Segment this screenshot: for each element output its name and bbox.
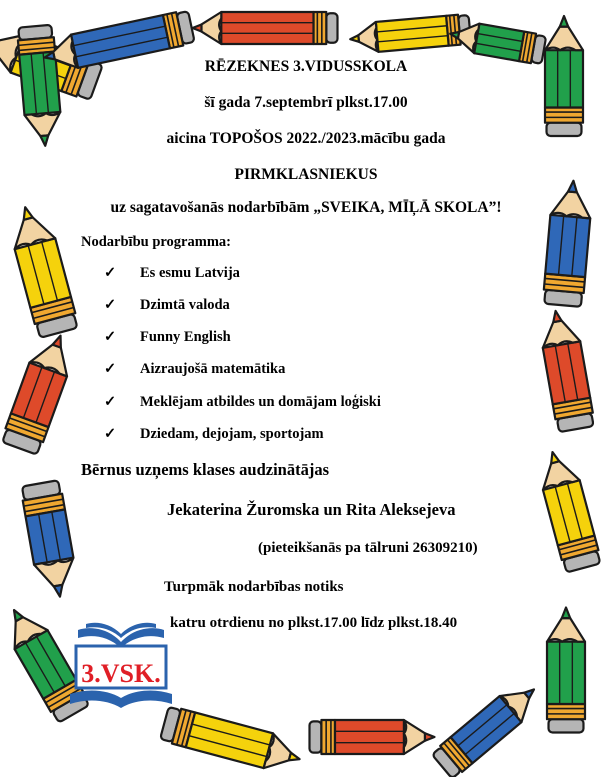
pencil-icon [534, 447, 602, 573]
pencil-icon [547, 608, 585, 733]
checkmark-icon: ✓ [104, 426, 117, 442]
checkmark-icon: ✓ [104, 297, 117, 313]
logo-text: 3.VSK. [81, 659, 161, 688]
pencil-icon [545, 16, 583, 136]
program-title: Nodarbību programma: [81, 234, 231, 250]
list-item: ✓ Meklējam atbildes un domājam loģiski [104, 394, 381, 410]
invite-line: aicina TOPOŠOS 2022./2023.mācību gada [166, 130, 446, 147]
pencil-icon [537, 308, 595, 433]
schedule-line-1: Turpmāk nodarbības notiks [164, 579, 344, 595]
pencil-icon [431, 676, 545, 777]
list-item: ✓ Dzimtā valoda [104, 297, 230, 313]
pencil-icon [310, 720, 435, 754]
pencil-icon [1, 329, 80, 455]
date-line: šī gada 7.septembrī plkst.17.00 [204, 94, 408, 111]
checkmark-icon: ✓ [104, 361, 117, 377]
list-item: ✓ Funny English [104, 329, 231, 345]
school-logo [68, 618, 174, 714]
pencil-icon [5, 202, 79, 338]
teacher-names: Jekaterina Žuromska un Rita Aleksejeva [167, 500, 456, 519]
list-item: ✓ Dziedam, dejojam, sportojam [104, 426, 324, 442]
checkmark-icon: ✓ [104, 329, 117, 345]
phone-note: (pieteikšanās pa tālruni 26309210) [258, 540, 478, 556]
pencil-icon [193, 12, 338, 44]
list-item: ✓ Es esmu Latvija [104, 265, 240, 281]
school-name: RĒZEKNES 3.VIDUSSKOLA [204, 58, 408, 75]
pencil-icon [20, 480, 79, 600]
schedule-line-2: katru otrdienu no plkst.17.00 līdz plkst.18.40 [170, 615, 458, 631]
checkmark-icon: ✓ [104, 394, 117, 410]
pencil-icon [17, 25, 63, 148]
audience-line: PIRMKLASNIEKUS [234, 166, 378, 183]
event-line: uz sagatavošanās nodarbībām „SVEIKA, MĪĻĀ SKOLA”! [110, 199, 502, 216]
list-item: ✓ Aizraujošā matemātika [104, 361, 286, 377]
teachers-intro: Bērnus uzņems klases audzinātājas [81, 460, 329, 479]
pencil-icon [160, 705, 305, 776]
checkmark-icon: ✓ [104, 265, 117, 281]
